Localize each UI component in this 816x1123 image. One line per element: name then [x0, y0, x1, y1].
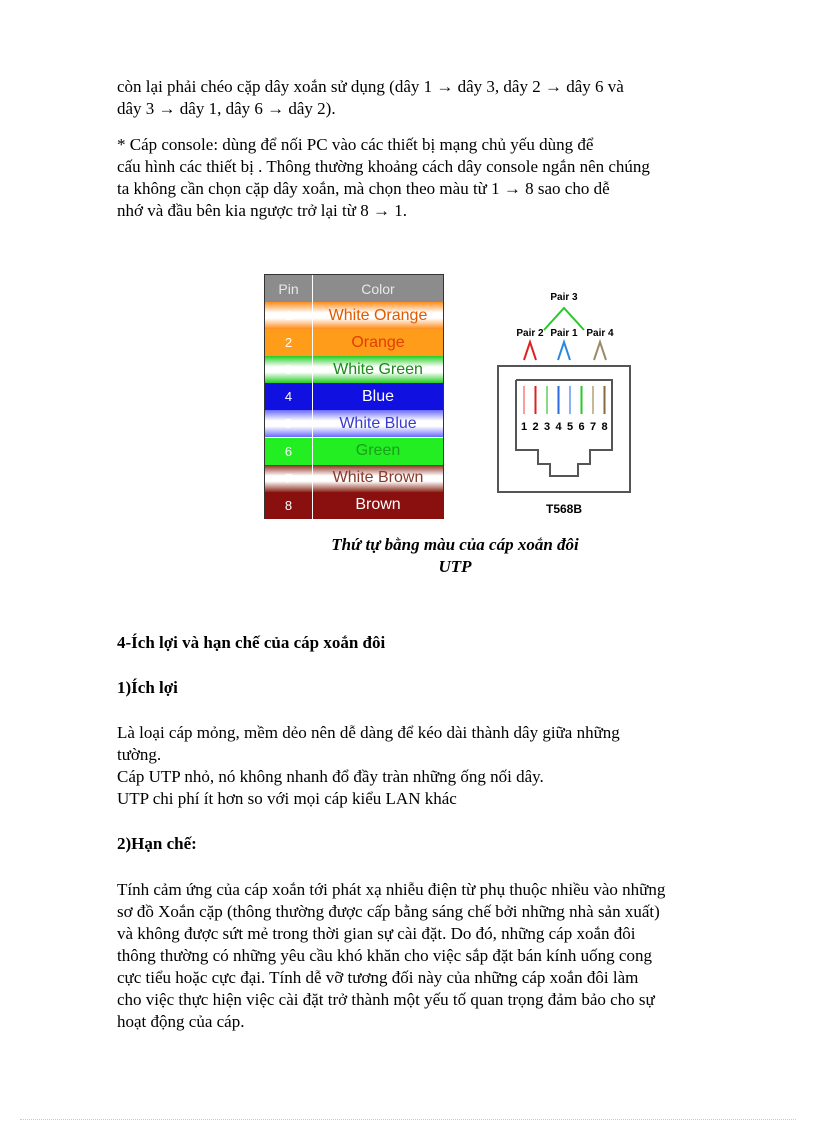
table-row: [265, 383, 443, 410]
advantages-line: tường.: [117, 745, 162, 764]
intro-line: còn lại phải chéo cặp dây xoắn sử dụng (dây 1 → dây 3, dây 2 → dây 6 và: [117, 77, 624, 96]
table-row: [265, 492, 443, 519]
limits-line: hoạt động của cáp.: [117, 1012, 245, 1031]
jack-pin-number: 4: [555, 421, 562, 433]
pin-color-name: White Brown: [313, 465, 443, 492]
standard-label: T568B: [545, 502, 583, 516]
console-line: * Cáp console: dùng để nối PC vào các thiết bị mạng chủ yếu dùng để: [117, 135, 594, 154]
pin-number: 3: [265, 356, 313, 383]
jack-body: [498, 366, 630, 492]
table-header-row: [265, 275, 443, 302]
pin-number: 4: [265, 383, 313, 410]
table-row: [265, 356, 443, 383]
limits-paragraph: [117, 879, 727, 1033]
section-title: 4-Ích lợi và hạn chế của cáp xoắn đôi: [117, 633, 386, 652]
advantages-title: 1)Ích lợi: [117, 678, 178, 697]
limits-line: cho việc thực hiện việc cài đặt trở thành một yếu tố quan trọng đảm bảo cho sự: [117, 990, 655, 1009]
advantages-line: UTP chi phí ít hơn so với mọi cáp kiểu LAN khác: [117, 789, 457, 808]
console-paragraph: [117, 134, 727, 222]
jack-pin-number: 6: [578, 421, 585, 433]
header-color: Color: [361, 280, 395, 297]
pair4-label: Pair 4: [586, 328, 614, 339]
table-row: [265, 465, 443, 492]
limits-line: và không được sứt mẻ trong thời gian sự cài đặt. Do đó, những cáp xoắn đôi: [117, 924, 636, 943]
advantages-line: Là loại cáp mỏng, mềm dẻo nên dễ dàng để kéo dài thành dây giữa những: [117, 723, 620, 742]
console-line: ta không cần chọn cặp dây xoắn, mà chọn theo màu từ 1 → 8 sao cho dễ: [117, 179, 610, 198]
figure-caption-line1: Thứ tự bằng màu của cáp xoắn đôi: [331, 535, 579, 554]
intro-paragraph: [117, 76, 727, 120]
pin-number: 1: [265, 302, 313, 329]
page-bottom-divider: [20, 1119, 796, 1120]
pin-number: 6: [265, 438, 313, 465]
limits-line: Tính cảm ứng của cáp xoắn tới phát xạ nhiễu điện từ phụ thuộc nhiều vào những: [117, 880, 666, 899]
limits-title: 2)Hạn chế:: [117, 834, 197, 853]
intro-line: dây 3 → dây 1, dây 6 → dây 2).: [117, 99, 336, 118]
pair4-wire: [594, 342, 606, 360]
jack-pin-number: 8: [601, 421, 608, 433]
advantages-paragraph: [117, 722, 727, 810]
pin-color-name: Brown: [313, 492, 443, 519]
pin-color-name: White Blue: [313, 410, 443, 437]
pin-color-name: Blue: [313, 383, 443, 410]
pin-number: 2: [265, 329, 313, 356]
table-row: [265, 302, 443, 329]
pair1-label: Pair 1: [550, 328, 578, 339]
table-row: [265, 410, 443, 437]
limits-line: sơ đồ Xoắn cặp (thông thường được cấp bằng sáng chế bởi những nhà sản xuất): [117, 902, 660, 921]
pin-number: 7: [265, 465, 313, 492]
pin-color-name: White Green: [313, 356, 443, 383]
jack-pin-number: 3: [543, 421, 551, 433]
pair3-label: Pair 3: [550, 292, 578, 303]
limits-line: thông thường có những yêu cầu khó khăn cho việc sắp đặt bán kính uống cong: [117, 946, 652, 965]
console-line: cấu hình các thiết bị . Thông thường khoảng cách dây console ngắn nên chúng: [117, 157, 650, 176]
table-row: [265, 329, 443, 356]
pair2-wire: [524, 342, 536, 360]
jack-pin-number: 1: [520, 421, 528, 433]
pin-color-name: White Orange: [313, 302, 443, 329]
table-row: [265, 438, 443, 465]
pin-number: 8: [265, 492, 313, 519]
rj45-jack-diagram: [494, 280, 634, 520]
pin-color-name: Orange: [313, 329, 443, 356]
console-line: nhớ và đầu bên kia ngược trở lại từ 8 → 1.: [117, 201, 407, 220]
jack-pin-number: 5: [566, 421, 574, 433]
header-pin: Pin: [265, 275, 313, 302]
jack-pin-number: 2: [532, 421, 539, 433]
pair1-wire: [558, 342, 570, 360]
pin-color-name: Green: [313, 438, 443, 465]
figure-caption-line2: UTP: [438, 557, 472, 576]
pin-number: 5: [265, 410, 313, 437]
limits-line: cực tiểu hoặc cực đại. Tính dễ vỡ tương đối này của những cáp xoắn đôi làm: [117, 968, 639, 987]
pair2-label: Pair 2: [516, 328, 544, 339]
jack-pin-number: 7: [589, 421, 597, 433]
pair3-wire: [544, 308, 584, 330]
advantages-line: Cáp UTP nhỏ, nó không nhanh đổ đầy tràn những ống nối dây.: [117, 767, 544, 786]
pin-color-table: [264, 274, 444, 519]
